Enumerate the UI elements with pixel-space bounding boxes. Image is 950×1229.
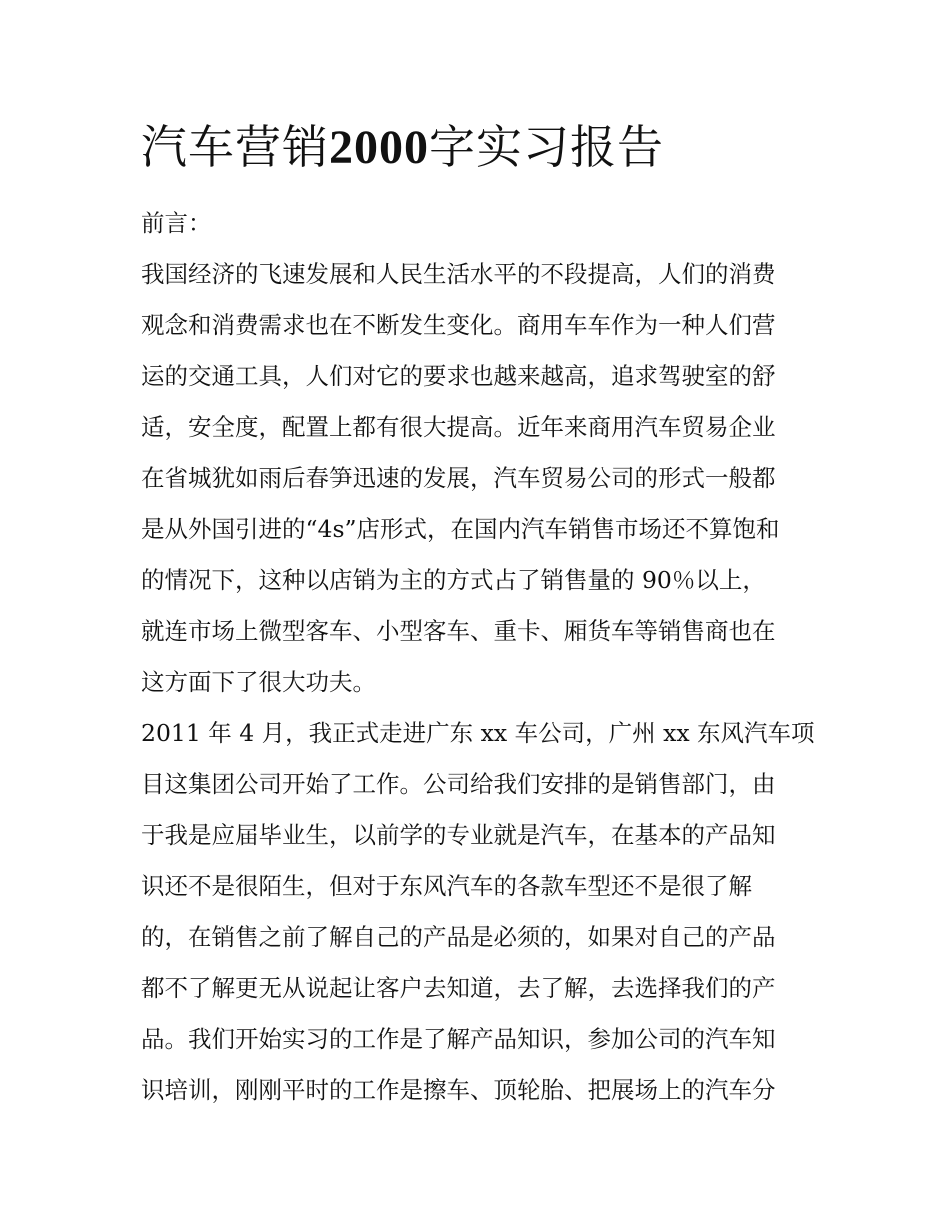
body-line: 就连市场上微型客车、小型客车、重卡、厢货车等销售商也在 xyxy=(141,617,776,645)
body-line: 我国经济的飞速发展和人民生活水平的不段提高，人们的消费 xyxy=(141,260,776,288)
body-line: 识培训，刚刚平时的工作是擦车、顶轮胎、把展场上的汽车分 xyxy=(141,1076,776,1104)
body-line: 于我是应届毕业生，以前学的专业就是汽车，在基本的产品知 xyxy=(141,821,776,849)
preface-heading: 前言： xyxy=(141,209,212,237)
title-number: 2000 xyxy=(329,121,429,174)
body-line: 在省城犹如雨后春笋迅速的发展，汽车贸易公司的形式一般都 xyxy=(141,464,776,492)
body-line: 识还不是很陌生，但对于东风汽车的各款车型还不是很了解 xyxy=(141,872,752,900)
document-title xyxy=(141,112,664,183)
title-suffix: 字实习报告 xyxy=(429,120,664,174)
body-line: 品。我们开始实习的工作是了解产品知识，参加公司的汽车知 xyxy=(141,1025,776,1053)
body-line: 的，在销售之前了解自己的产品是必须的，如果对自己的产品 xyxy=(141,923,776,951)
body-line: 是从外国引进的“4s”店形式，在国内汽车销售市场还不算饱和 xyxy=(141,515,780,543)
body-line: 2011 年 4 月，我正式走进广东 xx 车公司，广州 xx 东风汽车项 xyxy=(141,719,815,747)
body-line: 这方面下了很大功夫。 xyxy=(141,668,376,696)
body-line: 适，安全度，配置上都有很大提高。近年来商用汽车贸易企业 xyxy=(141,413,776,441)
body-line: 都不了解更无从说起让客户去知道，去了解，去选择我们的产 xyxy=(141,974,776,1002)
title-prefix: 汽车营销 xyxy=(141,120,329,174)
body-line: 运的交通工具，人们对它的要求也越来越高，追求驾驶室的舒 xyxy=(141,362,776,390)
body-line: 的情况下，这种以店销为主的方式占了销售量的 90％以上， xyxy=(141,566,766,594)
body-line: 目这集团公司开始了工作。公司给我们安排的是销售部门，由 xyxy=(141,770,776,798)
body-line: 观念和消费需求也在不断发生变化。商用车车作为一种人们营 xyxy=(141,311,776,339)
